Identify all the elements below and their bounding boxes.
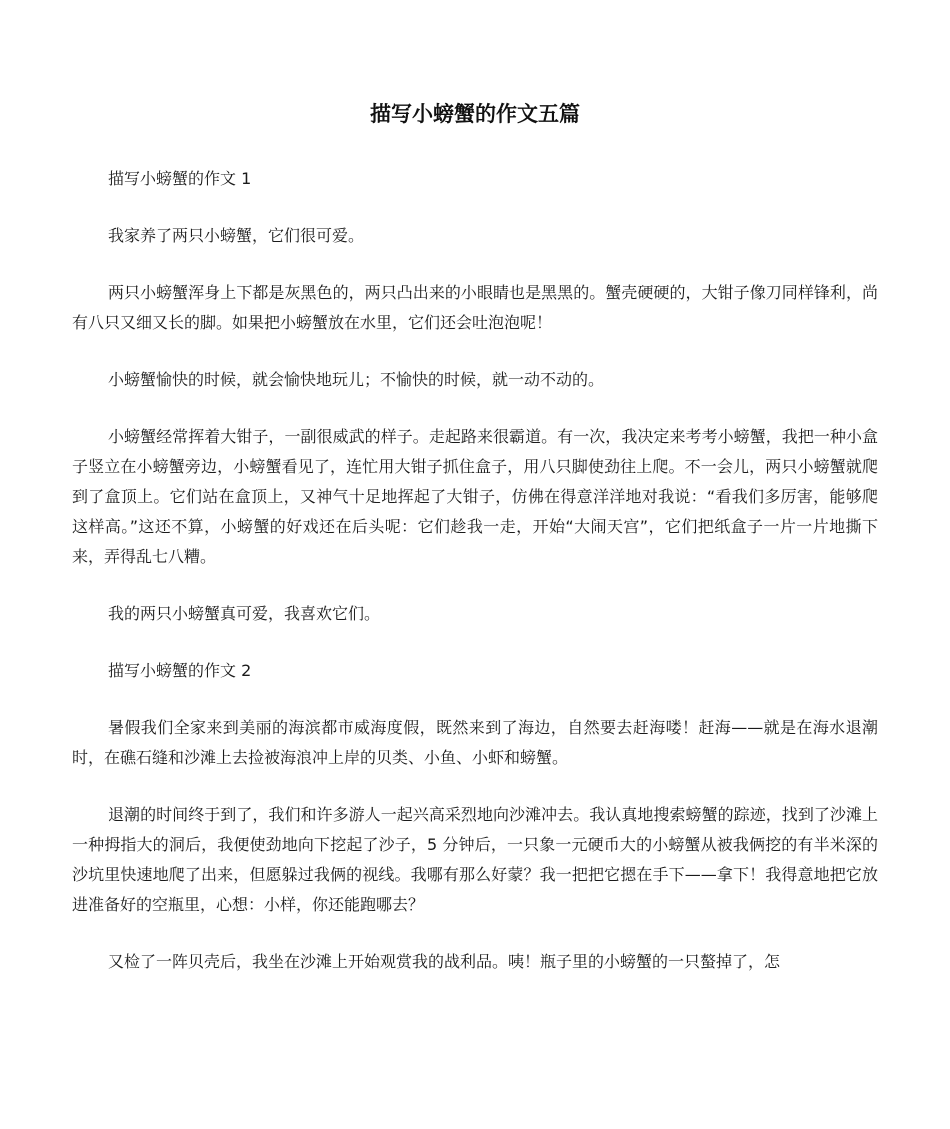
paragraph: 我的两只小螃蟹真可爱，我喜欢它们。 [108,604,381,623]
document-page [72,96,878,1004]
document-title: 描写小螃蟹的作文五篇 [370,102,580,126]
paragraph: 暑假我们全家来到美丽的海滨都市威海度假，既然来到了海边，自然要去赶海喽！赶海——就是在海水退潮时，在礁石缝和沙滩上去捡被海浪冲上岸的贝类、小鱼、小虾和螃蟹。 [72,718,878,767]
paragraph: 退潮的时间终于到了，我们和许多游人一起兴高采烈地向沙滩冲去。我认真地搜索螃蟹的踪迹，找到了沙滩上一种拇指大的洞后，我便使劲地向下挖起了沙子，5 分钟后，一只象一元硬币大的小螃蟹从被我俩挖的有半米深的沙坑里快速地爬了出来，但愿躲过我俩的视线。我哪有那么好蒙？我一把把它摁在手下——拿下！我得意地把它放进准备好的空瓶里，心想：小样，你还能跑哪去？ [72,805,878,914]
paragraph: 小螃蟹愉快的时候，就会愉快地玩儿；不愉快的时候，就一动不动的。 [108,370,605,389]
paragraph: 两只小螃蟹浑身上下都是灰黑色的，两只凸出来的小眼睛也是黑黑的。蟹壳硬硬的，大钳子像刀同样锋利，尚有八只又细又长的脚。如果把小螃蟹放在水里，它们还会吐泡泡呢！ [72,283,878,332]
paragraph: 小螃蟹经常挥着大钳子，一副很威武的样子。走起路来很霸道。有一次，我决定来考考小螃蟹，我把一种小盒子竖立在小螃蟹旁边，小螃蟹看见了，连忙用大钳子抓住盒子，用八只脚使劲往上爬。不一会儿，两只小螃蟹就爬到了盒顶上。它们站在盒顶上，又神气十足地挥起了大钳子，仿佛在得意洋洋地对我说：“看我们多厉害，能够爬这样高。”这还不算，小螃蟹的好戏还在后头呢：它们趁我一走，开始“大闹天宫”，它们把纸盒子一片一片地撕下来，弄得乱七八糟。 [72,427,878,566]
essay-1-heading: 描写小螃蟹的作文 1 [108,169,252,188]
paragraph: 我家养了两只小螃蟹，它们很可爱。 [108,226,365,245]
essay-2-heading: 描写小螃蟹的作文 2 [108,661,252,680]
paragraph: 又检了一阵贝壳后，我坐在沙滩上开始观赏我的战利品。咦！瓶子里的小螃蟹的一只螯掉了，怎 [108,952,781,971]
